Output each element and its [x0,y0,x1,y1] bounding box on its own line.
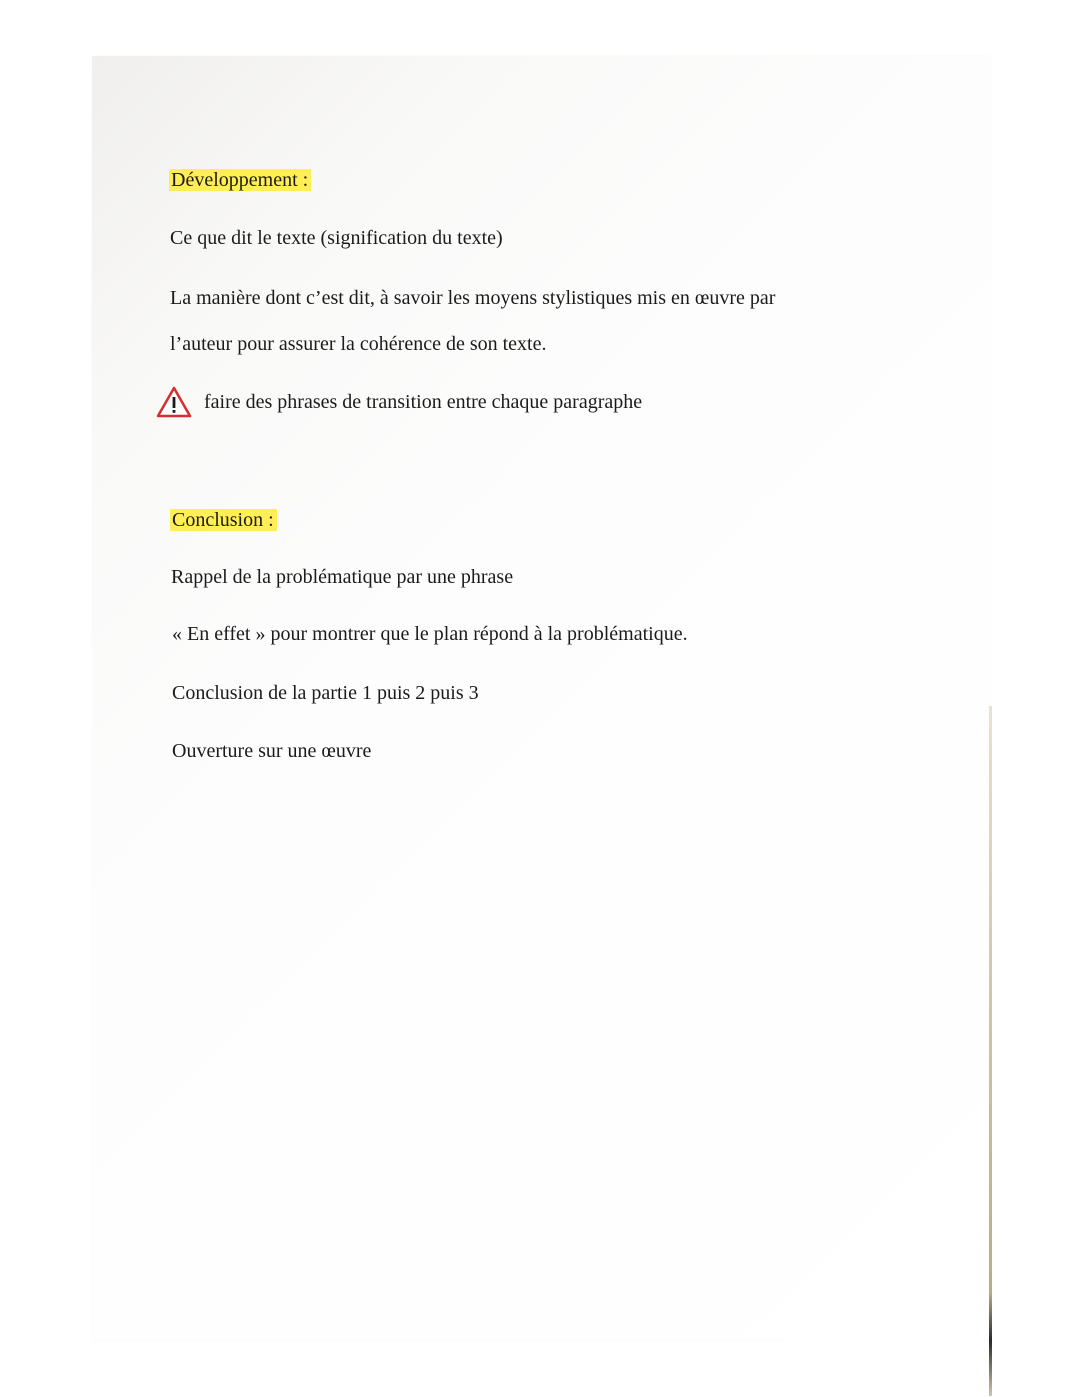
conclusion-heading: Conclusion : [170,509,277,531]
development-heading-line [169,168,311,192]
conclusion-heading-line [170,508,277,532]
document-page [92,56,990,1340]
page-edge-shadow [989,706,992,1396]
conclusion-line-en-effet: « En effet » pour montrer que le plan répond à la problématique. [172,623,688,645]
development-line-coherence: l’auteur pour assurer la cohérence de son texte. [170,333,547,355]
development-heading: Développement : [169,169,311,191]
development-line-style: La manière dont c’est dit, à savoir les moyens stylistiques mis en œuvre par [170,287,776,309]
conclusion-line-opening: Ouverture sur une œuvre [172,740,372,762]
conclusion-line-parts: Conclusion de la partie 1 puis 2 puis 3 [172,682,479,704]
conclusion-line-reminder: Rappel de la problématique par une phrase [171,566,514,588]
warning-triangle-icon [156,386,192,418]
development-line-meaning: Ce que dit le texte (signification du texte) [170,227,503,249]
development-warning-text: faire des phrases de transition entre chaque paragraphe [204,391,643,413]
